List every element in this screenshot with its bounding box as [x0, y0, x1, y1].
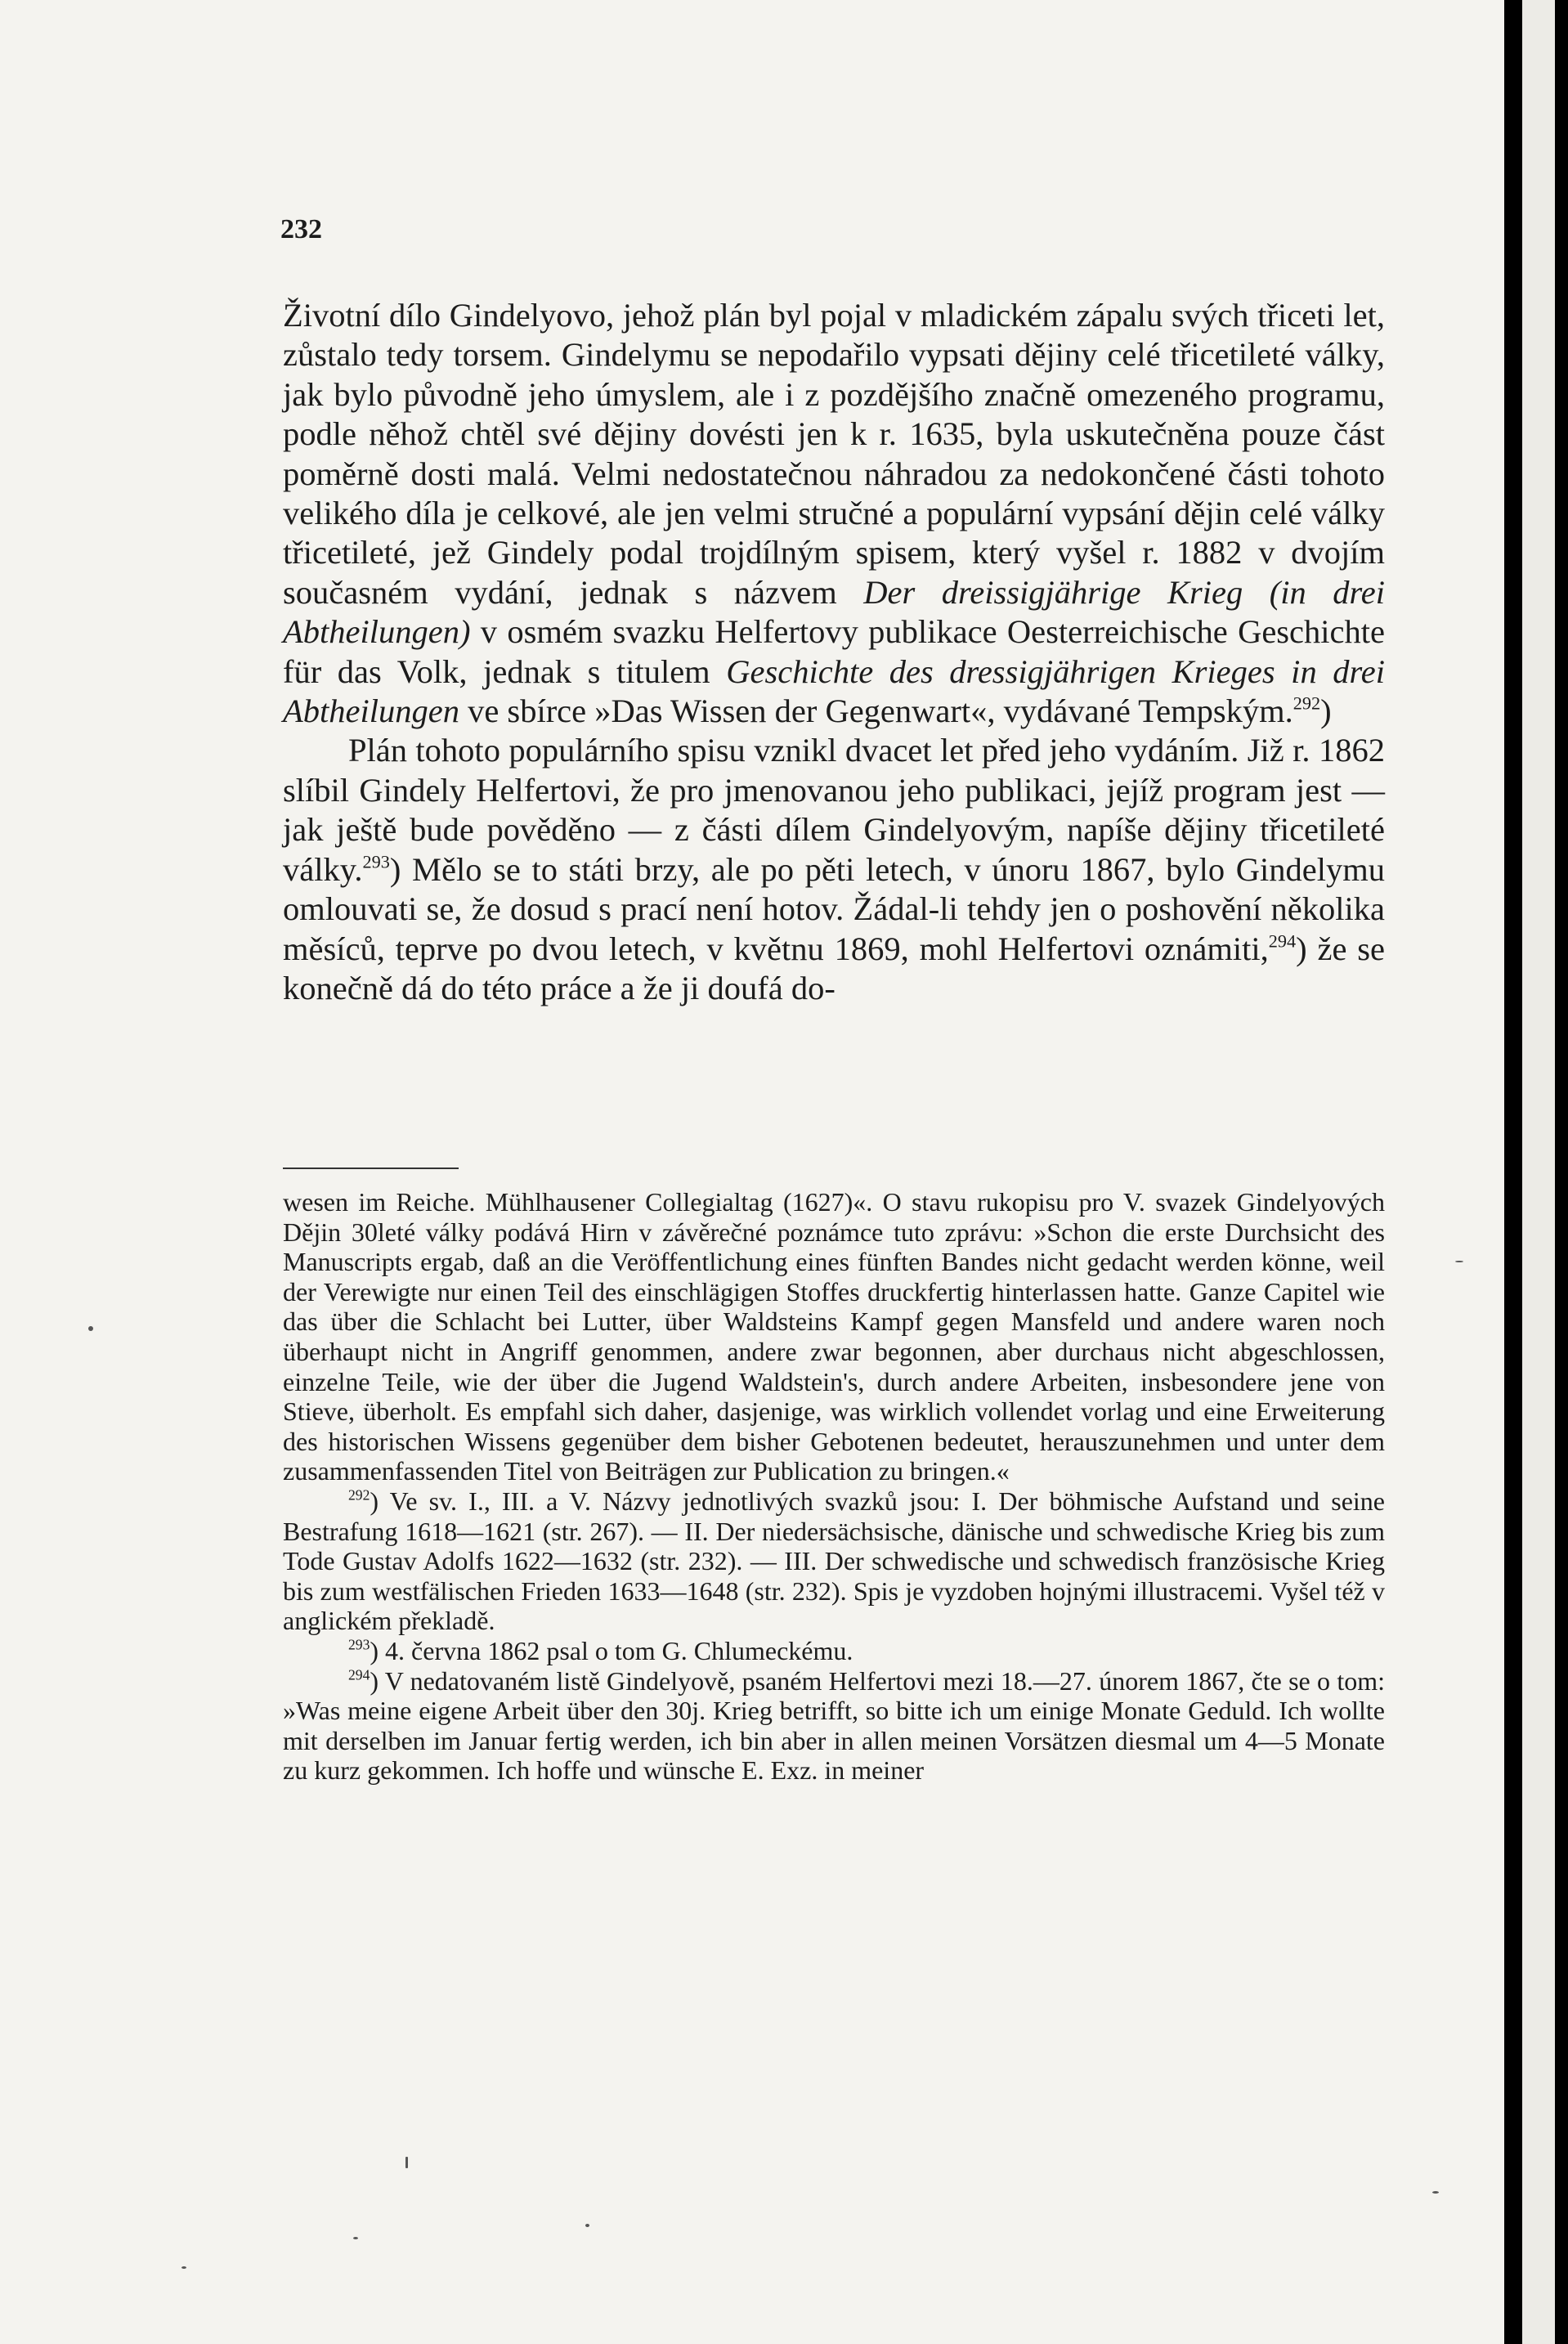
- scan-edge: [1504, 0, 1568, 2344]
- footnote-293: $^{293}$) 4. června 1862 psal o tom G. Chlumeckému.: [348, 1635, 853, 1665]
- footnotes: [283, 1187, 1385, 1786]
- paragraph-1: Životní dílo Gindelyovo, jehož plán byl pojal v mladickém zápalu svých třiceti let, zůstalo tedy torsem. Gindelymu se nepodařilo vypsati dějiny celé třicetileté války, jak bylo původně jeho úmyslem, ale i z pozdějšího značně omezeného programu, podle něhož chtěl své dějiny dovésti jen k r. 1635, byla uskutečněna pouze část poměrně dosti malá. Velmi nedostatečnou náhradou za nedokončené části tohoto velikého díla je celkové, ale jen velmi stručné a populární vypsání dějin celé války třicetileté, jež Gindely podal trojdílným spisem, který vyšel r. 1882 v dvojím současném vydání, jednak s názvem Der dreissigjährige Krieg (in drei Abtheilungen) v osmém svazku Helfertovy publikace Oesterreichische Geschichte für das Volk, jednak s titulem Geschichte des dressigjährigen Krieges in drei Abtheilungen ve sbírce »Das Wissen der Gegenwart«, vydávané Tempským.$^{292}$): [283, 297, 1385, 730]
- footnote-292: $^{292}$) Ve sv. I., III. a V. Názvy jednotlivých svazků jsou: I. Der böhmische Aufstand und seine Bestrafung 1618—1621 (str. 267). — II. Der niedersächsische, dänische und schwedische Krieg bis zum Tode Gustav Adolfs 1622—1632 (str. 232). — III. Der schwedische und schwedisch französische Krieg bis zum westfälischen Frieden 1633—1648 (str. 232). Spis je vyzdoben hojnými illustracemi. Vyšel též v anglickém překladě.: [283, 1486, 1385, 1636]
- scan-speck: [88, 1326, 93, 1331]
- scan-speck: [1455, 1261, 1463, 1262]
- footnote-continuation: wesen im Reiche. Mühlhausener Collegialtag (1627)«. O stavu rukopisu pro V. svazek Gindelyových Dějin 30leté války podává Hirn v závěrečné poznámce tuto zprávu: »Schon die erste Durchsicht des Manuscripts ergab, daß an die Veröffentlichung eines fünften Bandes nicht gedacht werden könne, weil der Verewigte nur einen Teil des einschlägigen Stoffes druckfertig hinterlassen hatte. Ganze Capitel wie das über die Schlacht bei Lutter, über Waldsteins Kampf gegen Mansfeld und andere waren noch überhaupt nicht in Angriff genommen, andere zwar begonnen, aber durchaus nicht abgeschlossen, einzelne Teile, wie der über die Jugend Waldstein's, durch andere Arbeiten, insbesondere jene von Stieve, überholt. Es empfahl sich daher, dasjenige, was wirklich vollendet vorlag und eine Erweiterung des historischen Wissens gegenüber dem bisher Gebotenen bedeutet, herauszunehmen und unter dem zusammenfassenden Titel von Beiträgen zur Publication zu bringen.«: [283, 1187, 1385, 1486]
- main-text: [283, 296, 1385, 1008]
- scan-speck: [353, 2237, 358, 2239]
- scan-speck: [585, 2224, 589, 2227]
- footnote-ref-294: 294: [1268, 930, 1297, 951]
- scan-speck: [1432, 2191, 1439, 2194]
- footnote-divider: [283, 1168, 459, 1169]
- title-dreissigjaehrige-krieg: Der dreissigjährige Krieg: [863, 573, 1243, 611]
- paragraph-2: Plán tohoto populárního spisu vznikl dvacet let před jeho vydáním. Již r. 1862 slíbil Gindely Helfertovi, že pro jmenovanou jeho publikaci, jejíž program jest — jak ještě bude pověděno — z části dílem Gindelyovým, napíše dějiny třicetileté války.$^{293}$) Mělo se to státi brzy, ale po pěti letech, v únoru 1867, bylo Gindelymu omlouvati se, že dosud s prací není hotov. Žádal-li tehdy jen o poshovění několika měsíců, teprve po dvou letech, v květnu 1869, mohl Helfertovi oznámiti,$^{294}$) že se konečně dá do této práce a že ji doufá do-: [283, 732, 1385, 1006]
- footnote-294: $^{294}$) V nedatovaném listě Gindelyově, psaném Helfertovi mezi 18.—27. únorem 1867, čte se o tom: »Was meine eigene Arbeit über den 30j. Krieg betrifft, so bitte ich um einige Monate Geduld. Ich wollte mit derselben im Januar fertig werden, ich bin aber in allen meinen Vorsätzen diesmal um 4—5 Monate zu kurz gekommen. Ich hoffe und wünsche E. Exz. in meiner: [283, 1665, 1385, 1786]
- scan-speck: [181, 2266, 186, 2269]
- next-page-edge: [1522, 0, 1555, 2344]
- scan-speck: [405, 2157, 408, 2168]
- footnote-ref-293: 293: [362, 851, 390, 872]
- footnote-ref-292: 292: [1292, 692, 1321, 714]
- title-geschichte: Geschichte des dressigjährigen Krieges in drei Abtheilungen: [283, 652, 1385, 730]
- page-number: 232: [280, 214, 322, 244]
